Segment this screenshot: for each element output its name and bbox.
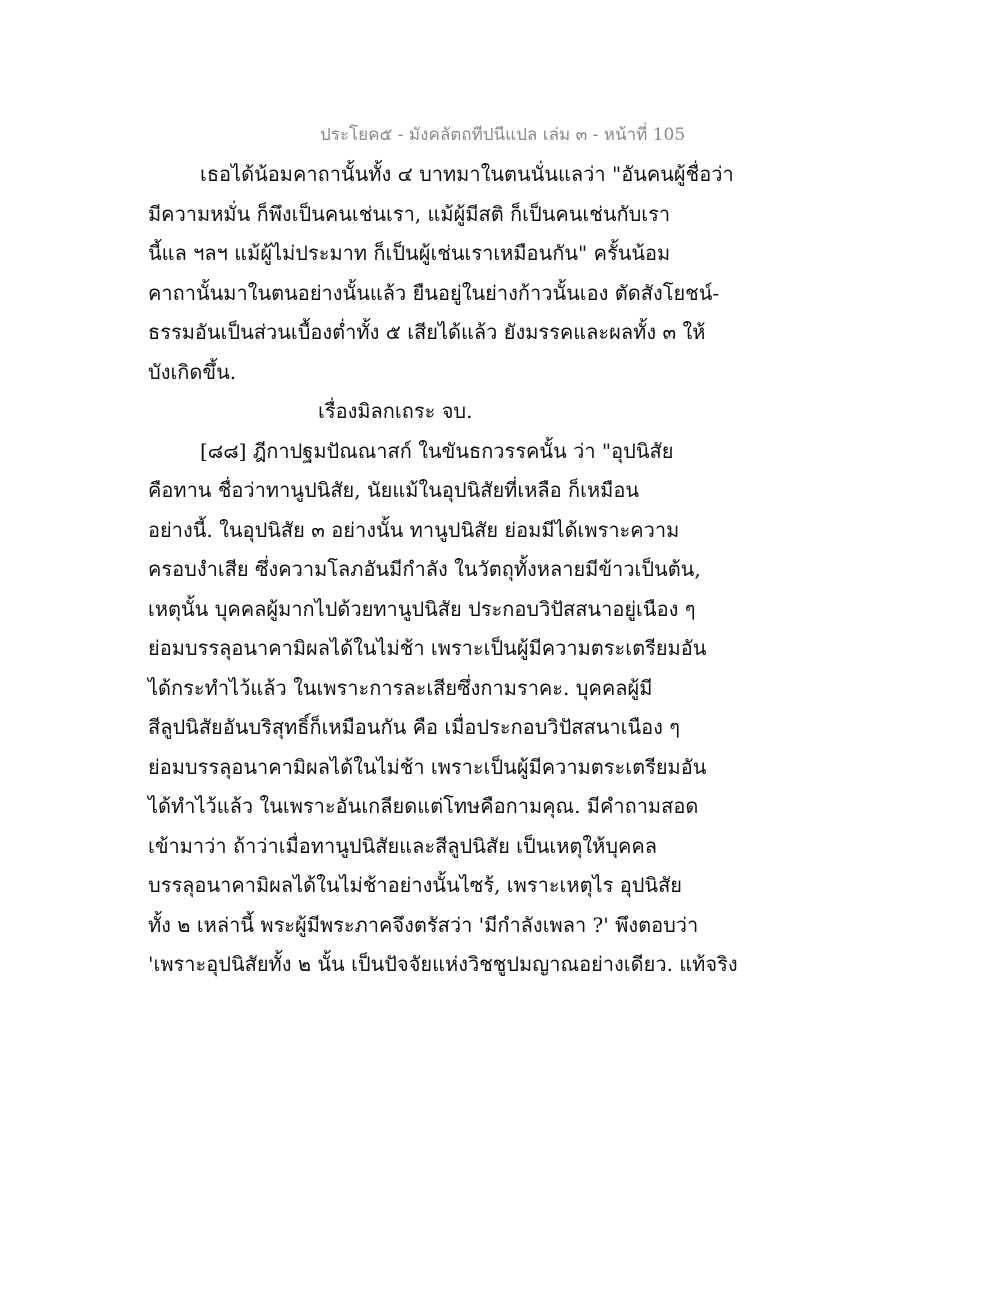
paragraph-line: เธอได้น้อมคาถานั้นทั้ง ๔ บาทมาในตนนั่นแลว่า "อันคนผู้ชื่อว่า: [200, 162, 734, 186]
paragraph-line: ครอบงำเสีย ซึ่งความโลภอันมีกำลัง ในวัตถุทั้งหลายมีข้าวเป็นต้น,: [148, 557, 701, 581]
paragraph-line: บรรลุอนาคามิผลได้ในไม่ช้าอย่างนั้นไซร้, เพราะเหตุไร อุปนิสัย: [148, 873, 683, 897]
paragraph-line: คาถานั้นมาในตนอย่างนั้นแล้ว ยืนอยู่ในย่างก้าวนั้นเอง ตัดสังโยชน์-: [148, 280, 720, 305]
section-end-title: เรื่องมิลกเถระ จบ.: [318, 399, 473, 423]
paragraph-line: สีลูปนิสัยอันบริสุทธิ์ก็เหมือนกัน คือ เมื่อประกอบวิปัสสนาเนือง ๆ: [148, 715, 681, 739]
paragraph-line: 'เพราะอุปนิสัยทั้ง ๒ นั้น เป็นปัจจัยแห่งวิชชูปมญาณอย่างเดียว. แท้จริง: [148, 952, 738, 976]
paragraph-line: ย่อมบรรลุอนาคามิผลได้ในไม่ช้า เพราะเป็นผู้มีความตระเตรียมอัน: [148, 636, 707, 660]
paragraph-line: ทั้ง ๒ เหล่านี้ พระผู้มีพระภาคจึงตรัสว่า 'มีกำลังเพลา ?' พึงตอบว่า: [148, 912, 699, 937]
paragraph-line: คือทาน ชื่อว่าทานูปนิสัย, นัยแม้ในอุปนิสัยที่เหลือ ก็เหมือน: [148, 478, 640, 502]
running-header: ประโยค๕ - มังคลัตถทีปนีแปล เล่ม ๓ - หน้าที่ 105: [320, 125, 686, 145]
paragraph-line: [๘๘] ฎีกาปฐมปัณณาสก์ ในขันธกวรรคนั้น ว่า "อุปนิสัย: [200, 438, 674, 463]
paragraph-line: นี้แล ฯลฯ แม้ผู้ไม่ประมาท ก็เป็นผู้เช่นเราเหมือนกัน" ครั้นน้อม: [148, 241, 671, 265]
paragraph-line: ได้ทำไว้แล้ว ในเพราะอันเกลียดแต่โทษคือกามคุณ. มีคำถามสอด: [148, 794, 699, 818]
paragraph-line: อย่างนี้. ในอุปนิสัย ๓ อย่างนั้น ทานูปนิสัย ย่อมมีได้เพราะความ: [148, 517, 680, 542]
paragraph-line: เหตุนั้น บุคคลผู้มากไปด้วยทานูปนิสัย ประกอบวิปัสสนาอยู่เนือง ๆ: [148, 596, 696, 621]
body-text: [148, 155, 738, 985]
paragraph-line: ได้กระทำไว้แล้ว ในเพราะการละเสียซึ่งกามราคะ. บุคคลผู้มี: [148, 675, 653, 700]
paragraph-line: มีความหมั่น ก็พึงเป็นคนเช่นเรา, แม้ผู้มีสติ ก็เป็นคนเช่นกับเรา: [148, 201, 671, 226]
paragraph-line: ธรรมอันเป็นส่วนเบื้องต่ำทั้ง ๕ เสียได้แล้ว ยังมรรคและผลทั้ง ๓ ให้: [148, 320, 706, 344]
paragraph-line: ย่อมบรรลุอนาคามิผลได้ในไม่ช้า เพราะเป็นผู้มีความตระเตรียมอัน: [148, 754, 707, 779]
paragraph-line: บังเกิดขึ้น.: [148, 359, 237, 384]
paragraph-line: เข้ามาว่า ถ้าว่าเมื่อทานูปนิสัยและสีลูปนิสัย เป็นเหตุให้บุคคล: [148, 833, 658, 858]
